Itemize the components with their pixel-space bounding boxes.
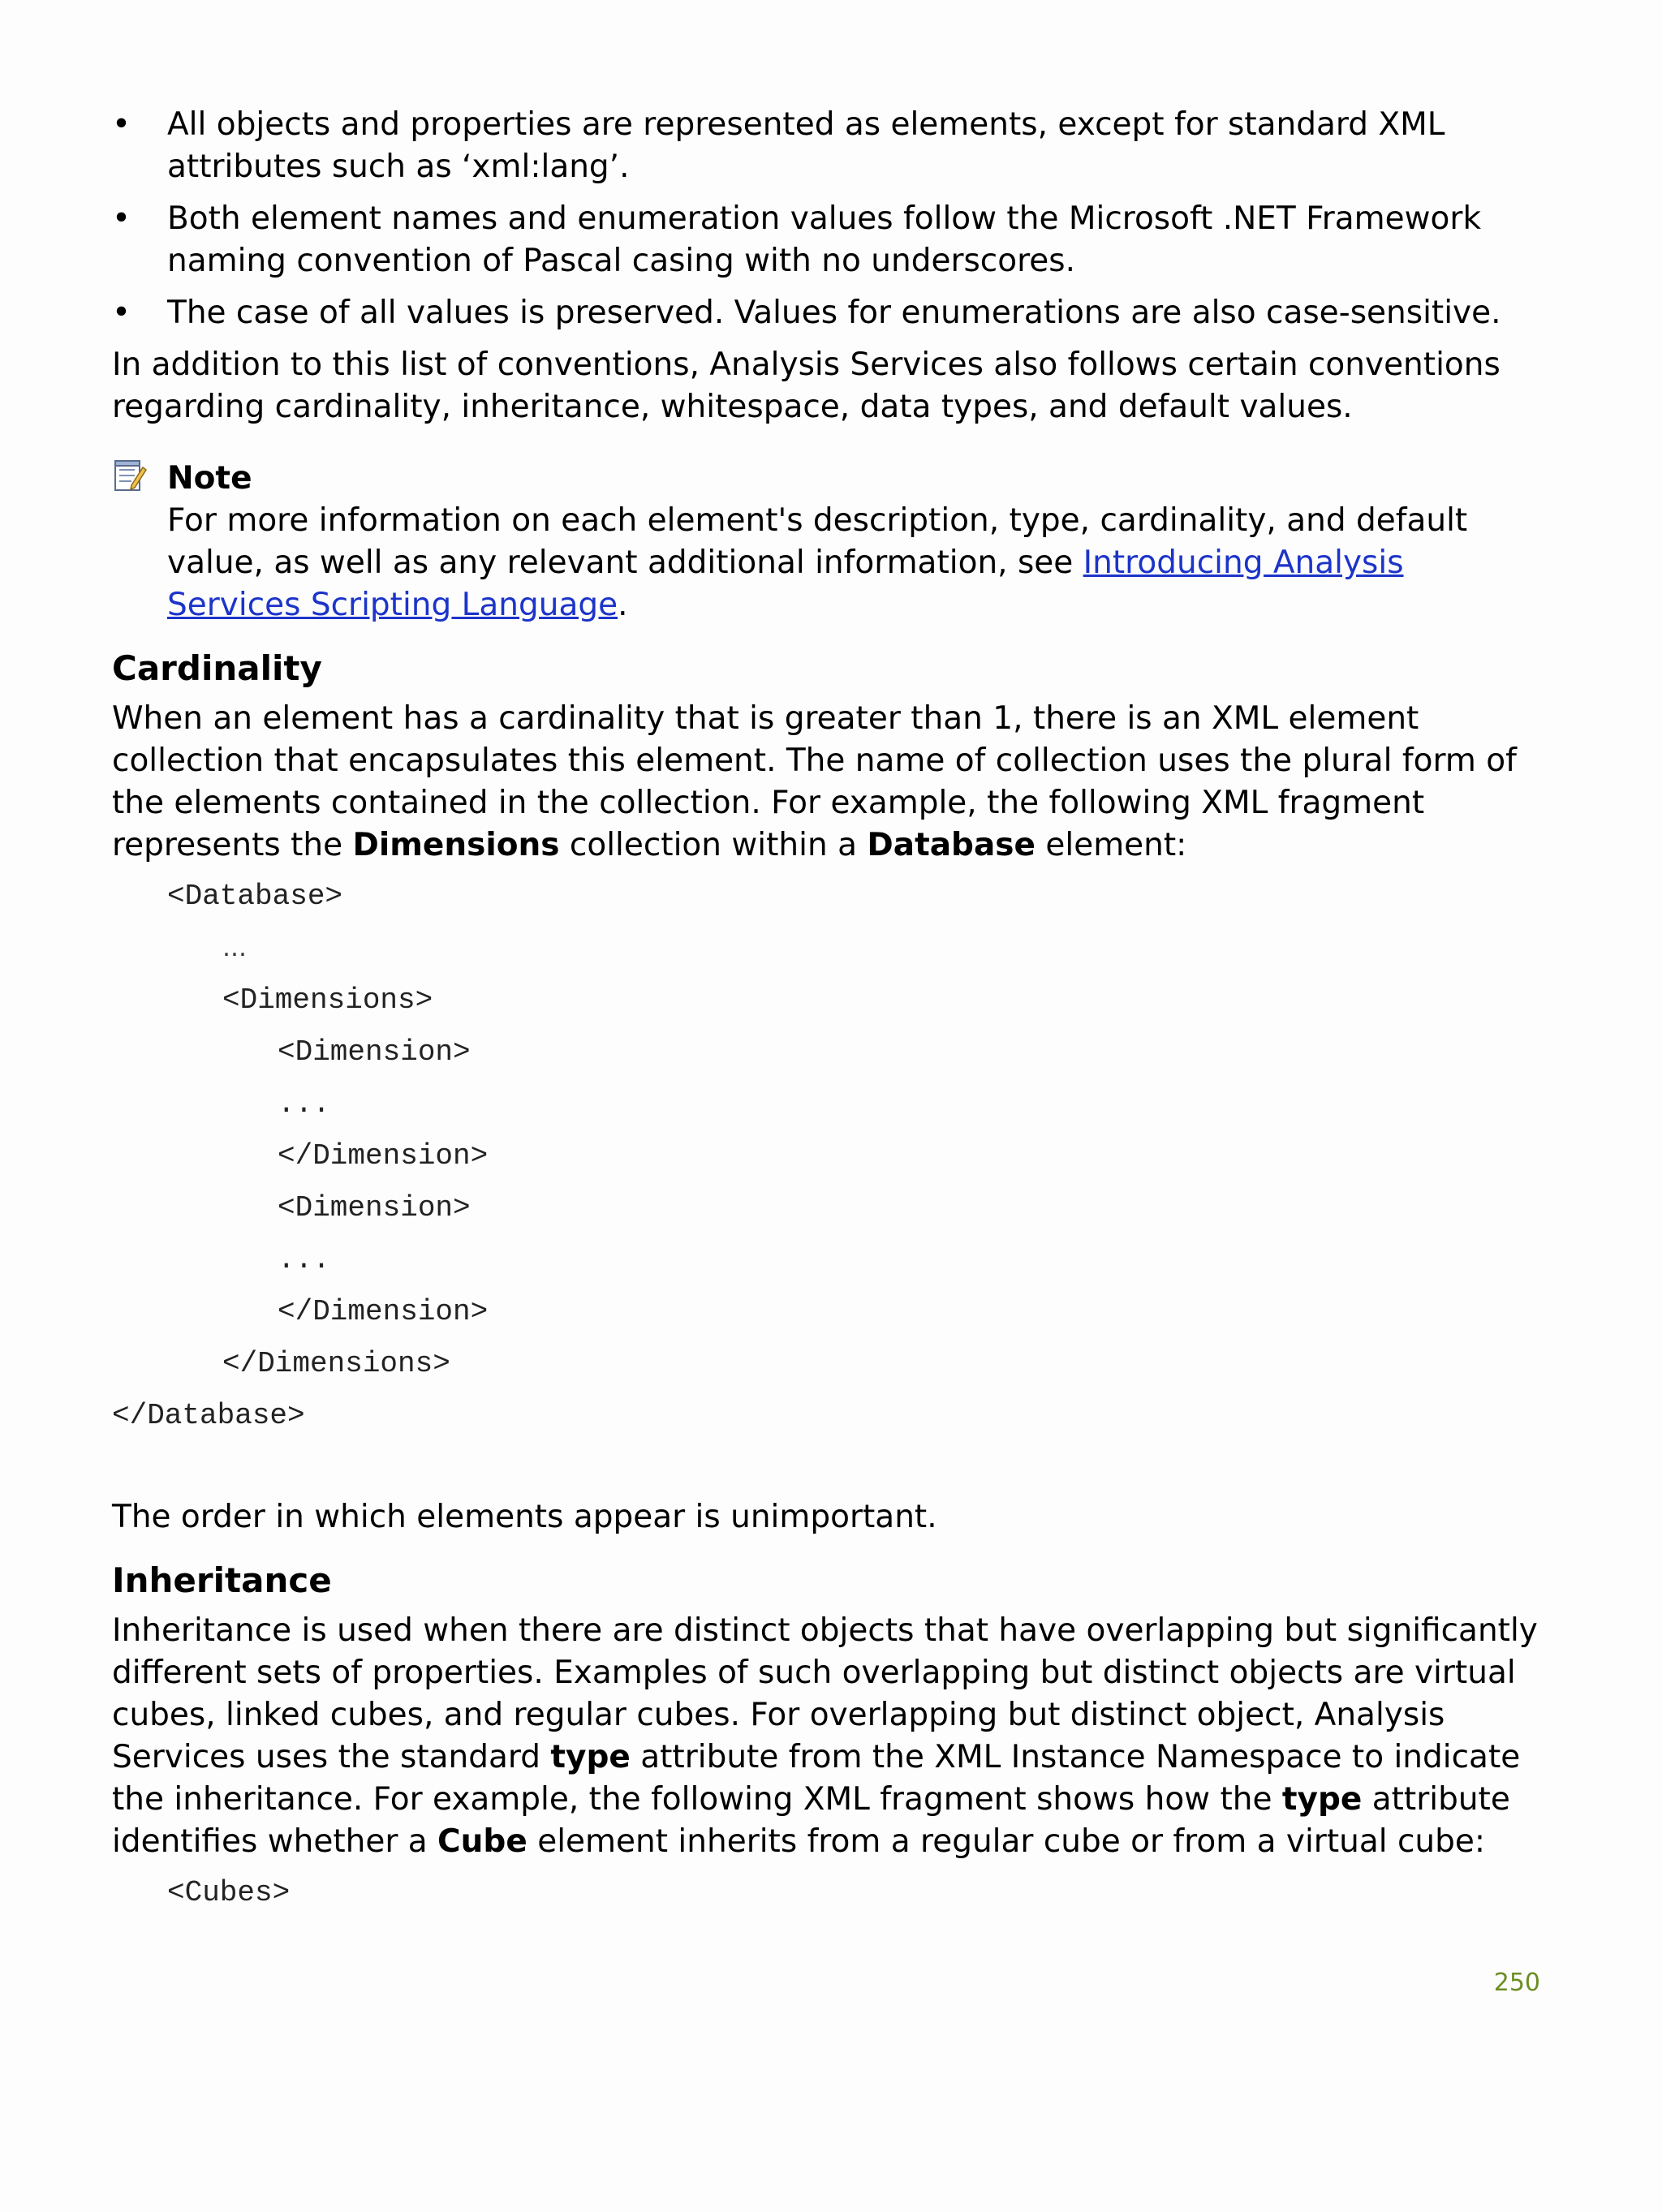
list-item-text: Both element names and enumeration values follow the Microsoft .NET Framework naming convention of Pascal casing with no underscores. [167,200,1482,279]
inheritance-text-1: Inheritance is used when there are distinct objects that have overlapping but significantly different sets of properties. Examples of such overlapping but distinct objects are virtual cubes, linked cubes, and regular cubes. For overlapping but distinct object, Analysis Services uses the standard [112,1612,1538,1775]
cardinality-heading: Cardinality [112,648,322,688]
inheritance-text-2: attribute from the XML Instance Namespace to indicate the inheritance. For example, the following XML fragment shows how the [112,1739,1521,1818]
code-line: <Database> [167,880,343,913]
bullet-icon: • [112,200,131,237]
code-line: … [222,934,247,962]
code-line: <Cubes> [167,1876,291,1909]
page-number: 250 [1493,1969,1540,1997]
cardinality-paragraph [112,698,1540,867]
inheritance-paragraph [112,1610,1540,1863]
note-title: Note [167,460,252,497]
code-line: </Dimension> [278,1139,489,1173]
note-pad-icon [112,458,148,493]
cardinality-text-3: element: [1035,827,1187,863]
code-line: <Dimension> [278,1191,471,1224]
code-line: </Database> [112,1399,305,1432]
list-item-text: The case of all values is preserved. Values for enumerations are also case-sensitive. [167,295,1501,331]
code-line: ... [278,1087,330,1121]
note-text [167,500,1540,626]
type-term: type [1281,1781,1363,1818]
note-text-after: . [618,587,628,623]
dimensions-term: Dimensions [352,827,560,863]
inheritance-code-block [112,1876,1540,1928]
code-line: <Dimension> [278,1035,471,1069]
bullet-icon: • [112,295,131,331]
code-line: </Dimension> [278,1295,489,1328]
page-content [112,104,1540,1928]
cube-term: Cube [437,1823,527,1860]
list-item [112,292,1540,334]
note-text-before: For more information on each element's description, type, cardinality, and default value, as well as any relevant additional information, see [167,502,1468,581]
order-note: The order in which elements appear is unimportant. [112,1499,937,1535]
list-item [112,104,1540,188]
cardinality-text-1: When an element has a cardinality that is greater than 1, there is an XML element collection that encapsulates this element. The name of collection uses the plural form of the elements contained in the collection. For example, the following XML fragment represents the [112,700,1517,863]
code-line: <Dimensions> [222,983,433,1017]
conventions-list [112,104,1540,334]
type-term: type [550,1739,631,1775]
list-item [112,198,1540,282]
cardinality-code-block [112,880,1540,1451]
intro-paragraph: In addition to this list of conventions, Analysis Services also follows certain conventions regarding cardinality, inheritance, whitespace, data types, and default values. [112,346,1501,425]
inheritance-text-3: attribute identifies whether a [112,1781,1510,1860]
ascl-intro-link[interactable]: Introducing Analysis Services Scripting Language [167,544,1404,623]
inheritance-text-4: element inherits from a regular cube or from a virtual cube: [527,1823,1486,1860]
code-line: ... [278,1243,330,1276]
database-term: Database [867,827,1036,863]
list-item-text: All objects and properties are represented as elements, except for standard XML attributes such as ‘xml:lang’. [167,106,1445,185]
note-box [112,458,1540,626]
cardinality-text-2: collection within a [559,827,868,863]
inheritance-heading: Inheritance [112,1560,332,1600]
code-line: </Dimensions> [222,1347,450,1380]
bullet-icon: • [112,106,131,143]
